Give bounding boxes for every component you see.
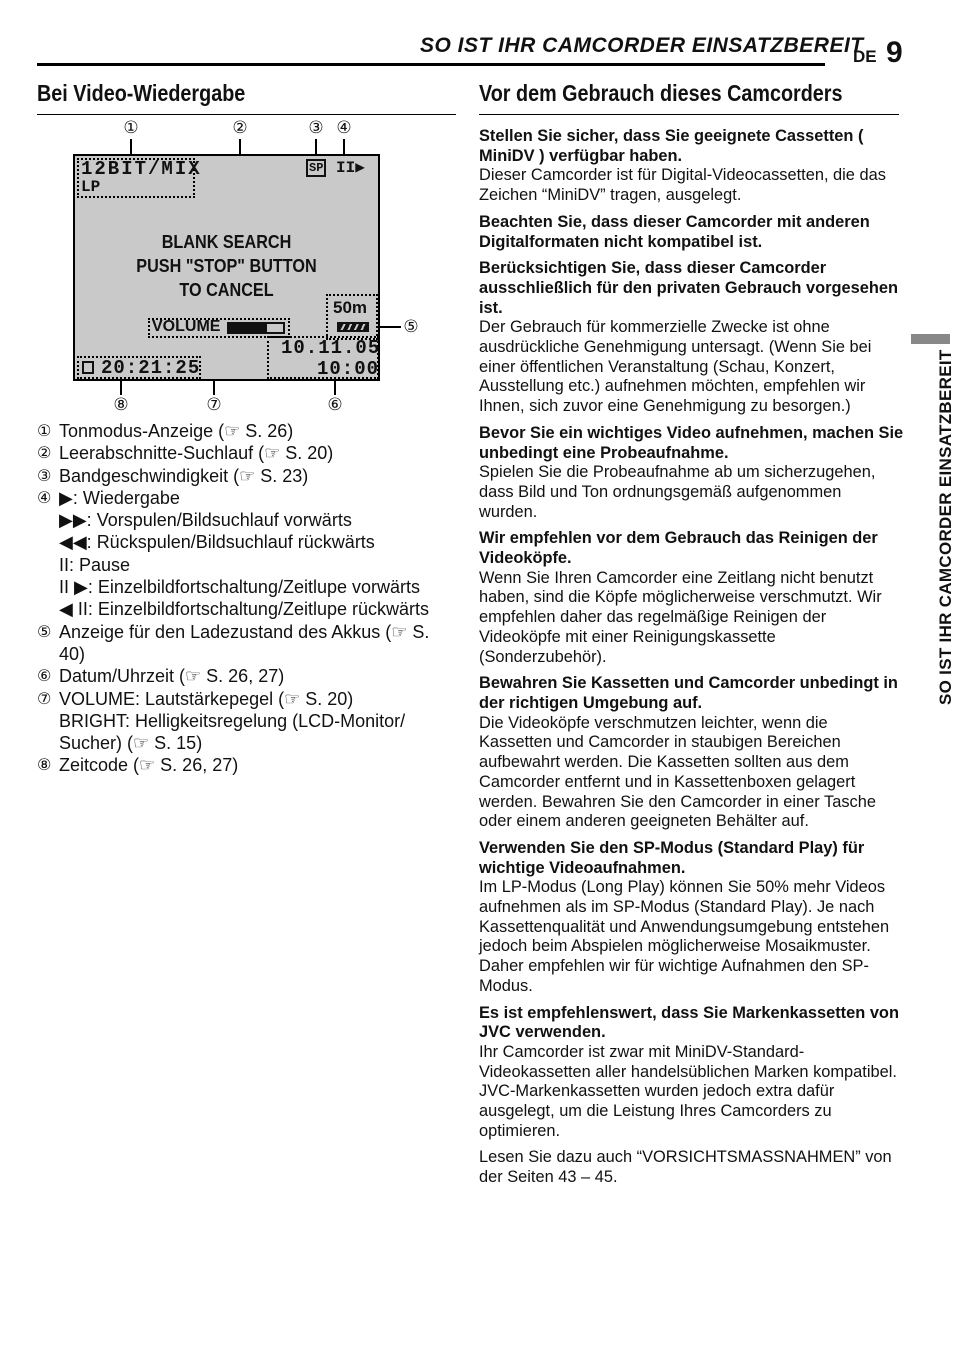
lcd-screen-illustration: [73, 154, 380, 381]
precaution-text: Im LP-Modus (Long Play) können Sie 50% mehr Videos aufnehmen als im SP-Modus (Standard Play). Je nach Kassettenqualität und Anwendungsumgebung entstehen jedoch beim Abspielen möglicherweise Mosaikmuster. Daher empfehlen wir für wichtige Aufnahmen den SP-Modus.: [479, 878, 890, 995]
precaution-block: [479, 529, 904, 667]
legend-text: Leerabschnitte-Suchlauf (☞ S. 20): [59, 443, 334, 464]
precaution-heading: Bewahren Sie Kassetten und Camcorder unbedingt in der richtigen Umgebung auf.: [479, 674, 898, 712]
audio-mode-indicator: 12BIT/MIX: [81, 158, 202, 180]
precaution-block: [479, 127, 904, 206]
right-section-title: Vor dem Gebrauch dieses Camcorders: [479, 80, 843, 106]
remaining-time: 50m: [333, 298, 368, 317]
volume-label: VOLUME: [152, 318, 221, 335]
legend-number: ⑥: [37, 666, 52, 686]
legend-text: BRIGHT: Helligkeitsregelung (LCD-Monitor/ Sucher) (☞ S. 15): [59, 710, 406, 754]
legend-text: II ▶: Einzelbildfortschaltung/Zeitlupe vorwärts: [59, 577, 421, 598]
legend-item: [37, 688, 457, 710]
legend-item: [37, 442, 457, 464]
legend-number: ⑦: [37, 688, 52, 708]
callout-4: ④: [336, 118, 352, 138]
legend-number: ⑧: [37, 755, 52, 775]
precaution-block: [479, 1148, 904, 1187]
page-header-title: SO IST IHR CAMCORDER EINSATZBEREIT: [420, 34, 864, 57]
legend-text: Bandgeschwindigkeit (☞ S. 23): [59, 465, 309, 486]
precaution-text: Die Videoköpfe verschmutzen leichter, wenn die Kassetten und Camcorder in staubigen Bereichen aufbewahrt werden. Die Kassetten sollten aus dem Camcorder entfernt und in Kassettenboxen gelagert werden. Bewahren Sie den Camcorder in einer Tasche oder einem anderen geeigneten Behälter auf.: [479, 713, 876, 831]
legend-text: Tonmodus-Anzeige (☞ S. 26): [59, 421, 294, 441]
page-number: 9: [886, 36, 903, 69]
precaution-heading: Berücksichtigen Sie, dass dieser Camcorder ausschließlich für den privaten Gebrauch vorgesehen ist.: [479, 259, 898, 317]
legend-item: [37, 554, 457, 576]
timecode-display: 20:21:25: [101, 357, 201, 379]
legend-text: Datum/Uhrzeit (☞ S. 26, 27): [59, 666, 285, 687]
precautions-column: [479, 127, 904, 1195]
callout-2: ②: [232, 118, 248, 138]
legend-number: ④: [37, 487, 52, 507]
legend-text: Anzeige für den Ladezustand des Akkus (☞ S. 40): [59, 621, 430, 664]
callout-7: ⑦: [206, 395, 222, 415]
precaution-block: [479, 259, 904, 417]
legend-item: [37, 531, 457, 553]
blank-search-line-1: BLANK SEARCH: [161, 232, 292, 252]
precaution-text: Lesen Sie dazu auch “VORSICHTSMASSNAHMEN” von der Seiten 43 – 45.: [479, 1148, 892, 1187]
precaution-heading: Bevor Sie ein wichtiges Video aufnehmen, machen Sie unbedingt eine Probeaufnahme.: [479, 423, 904, 462]
battery-icon: [337, 322, 369, 332]
precaution-heading: Stellen Sie sicher, dass Sie geeignete Cassetten ( MiniDV ) verfügbar haben.: [479, 127, 864, 165]
precaution-block: [479, 424, 904, 523]
legend-text: VOLUME: Lautstärkepegel (☞ S. 20): [59, 688, 354, 709]
precaution-heading: Beachten Sie, dass dieser Camcorder mit anderen Digitalformaten nicht kompatibel ist.: [479, 212, 870, 251]
left-title-rule: [37, 114, 456, 115]
callout-6: ⑥: [327, 395, 343, 415]
legend-item: [37, 576, 457, 598]
header-rule: [37, 63, 825, 66]
callout-3: ③: [308, 118, 324, 138]
callout-5: ⑤: [403, 317, 419, 337]
precaution-block: [479, 213, 904, 252]
legend-number: ①: [37, 421, 52, 440]
blank-search-line-2: PUSH "STOP" BUTTON: [136, 256, 317, 276]
legend-item: [37, 487, 457, 509]
legend-item: [37, 621, 457, 666]
legend-number: ⑤: [37, 621, 52, 641]
page-language: DE: [853, 47, 877, 66]
legend-text: ▶▶: Vorspulen/Bildsuchlauf vorwärts: [59, 510, 352, 531]
legend-item: [37, 710, 457, 755]
legend-item: [37, 665, 457, 687]
precaution-heading: Wir empfehlen vor dem Gebrauch das Reinigen der Videoköpfe.: [479, 529, 878, 568]
left-section-title: Bei Video-Wiedergabe: [37, 80, 246, 106]
tape-speed-indicator: SP: [306, 159, 326, 177]
legend-number: ③: [37, 465, 52, 485]
time-display: 10:00: [317, 358, 380, 380]
precaution-text: Ihr Camcorder ist zwar mit MiniDV-Standard-Videokassetten aller handelsüblichen Marken kompatibel. JVC-Markenkassetten wurden jedoch extra dafür ausgelegt, um die Leistung Ihres Camcorders zu optimieren.: [479, 1042, 897, 1140]
cassette-icon: [82, 361, 94, 374]
precaution-heading: Es ist empfehlenswert, dass Sie Markenkassetten von JVC verwenden.: [479, 1003, 899, 1042]
legend-text: II: Pause: [59, 554, 131, 575]
precaution-block: [479, 674, 904, 832]
blank-search-line-3: TO CANCEL: [179, 280, 274, 300]
legend-text: ◀◀: Rückspulen/Bildsuchlauf rückwärts: [59, 532, 375, 553]
precaution-text: Spielen Sie die Probeaufnahme ab um sicherzugehen, dass Bild und Ton ordnungsgemäß aufgenommen wurden.: [479, 463, 876, 521]
callout-1: ①: [123, 118, 139, 138]
legend-item: [37, 509, 457, 531]
legend-item: [37, 754, 457, 776]
right-title-rule: [479, 114, 899, 115]
precaution-heading: Verwenden Sie den SP-Modus (Standard Play) für wichtige Videoaufnahmen.: [479, 838, 865, 877]
indicator-legend-list: [37, 420, 457, 777]
legend-item: [37, 465, 457, 487]
precaution-block: [479, 839, 904, 997]
precaution-text: Der Gebrauch für kommerzielle Zwecke ist ohne ausdrückliche Genehmigung untersagt. (Wenn Sie bei einer öffentlichen Veranstaltung (Schau, Konzert, Ausstellung etc.) aufnehmen möchten, empfehlen wir Ihnen, sich zuvor eine Genehmigung zu besorgen.): [479, 318, 872, 416]
lp-indicator: LP: [81, 178, 101, 196]
precaution-text: Dieser Camcorder ist für Digital-Videocassetten, die das Zeichen “MiniDV” tragen, ausgelegt.: [479, 166, 886, 205]
precaution-block: [479, 1004, 904, 1142]
callout-8: ⑧: [113, 395, 129, 415]
legend-text: ◀ II: Einzelbildfortschaltung/Zeitlupe rückwärts: [59, 599, 430, 620]
volume-level-bar: [227, 322, 285, 334]
legend-item: [37, 420, 457, 442]
side-tab-bar: [911, 334, 950, 344]
legend-text: Zeitcode (☞ S. 26, 27): [59, 755, 239, 776]
precaution-text: Wenn Sie Ihren Camcorder eine Zeitlang nicht benutzt haben, sind die Köpfe möglicherweise verschmutzt. Wir empfehlen daher das regelmäßige Reinigen der Videoköpfe mit einer Reinigungskassette (Sonderzubehör).: [479, 568, 882, 666]
legend-item: [37, 598, 457, 620]
legend-number: ②: [37, 443, 52, 463]
side-tab-label: SO IST IHR CAMCORDER EINSATZBEREIT: [936, 349, 955, 705]
date-display: 10.11.05: [281, 337, 381, 359]
legend-text: ▶: Wiedergabe: [59, 487, 180, 508]
playback-mode-indicator: II▶: [336, 159, 365, 177]
